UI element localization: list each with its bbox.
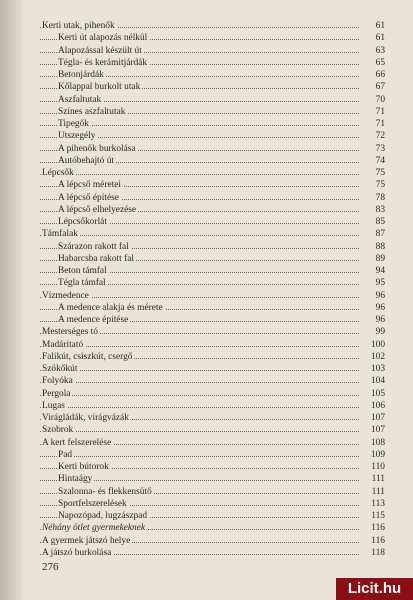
toc-entry-title: Szalonna- és flekkensütő — [58, 486, 152, 497]
toc-entry-title: Szobrok — [42, 425, 74, 436]
toc-entry-title: A pihenők burkolása — [58, 143, 136, 154]
toc-entry-page: 113 — [359, 498, 385, 510]
toc-entry-page: 107 — [359, 412, 385, 424]
toc-entry-page: 85 — [359, 216, 385, 228]
toc-entry-title: Mesterséges tó — [42, 327, 98, 338]
page-number: 276 — [42, 561, 59, 573]
toc-entry — [0, 314, 413, 326]
toc-entry-page: 100 — [359, 339, 385, 351]
toc-entry — [0, 106, 413, 118]
toc-entry-title: Kerti utak, pihenők — [42, 21, 115, 31]
toc-entry-title: Szökőkút — [42, 364, 78, 374]
toc-entry-page: 74 — [359, 155, 385, 167]
toc-entry — [0, 241, 413, 253]
toc-entry-title: Betonjárdák — [58, 70, 104, 80]
toc-entry-title: Folyóka — [42, 376, 73, 387]
toc-entry-title: A medence alakja és mérete — [58, 302, 163, 313]
toc-entry-title: Kőlappal burkolt utak — [58, 82, 141, 93]
toc-entry-title: Beton támfal — [58, 266, 107, 276]
toc-entry-page: 89 — [359, 253, 385, 265]
toc-entry — [0, 216, 413, 228]
watermark-logo: Licit.hu — [336, 578, 413, 600]
toc-entry — [0, 167, 413, 179]
toc-entry-title: Kerti út alapozás nélkül — [58, 33, 148, 44]
toc-dot-leader — [40, 346, 373, 347]
toc-entry — [0, 143, 413, 155]
toc-entry-title: Pergola — [42, 388, 71, 399]
toc-entry-title: Néhány ötlet gyermekeknek — [42, 523, 146, 534]
toc-entry-page: 67 — [359, 81, 385, 93]
toc-entry-page: 116 — [359, 522, 385, 534]
toc-entry-page: 75 — [359, 167, 385, 179]
toc-dot-leader — [40, 407, 373, 408]
toc-entry-page: 73 — [359, 143, 385, 155]
toc-entry-page: 61 — [359, 20, 385, 32]
toc-entry — [0, 351, 413, 363]
toc-entry — [0, 486, 413, 498]
toc-entry — [0, 510, 413, 522]
toc-entry-page: 103 — [359, 363, 385, 375]
toc-entry-title: Lépcsők — [42, 168, 74, 178]
toc-entry — [0, 388, 413, 400]
toc-entry — [0, 461, 413, 473]
toc-entry-page: 70 — [359, 94, 385, 106]
toc-entry-page: 96 — [359, 290, 385, 302]
toc-entry — [0, 81, 413, 93]
toc-entry-title: Aszfaltutak — [58, 94, 102, 105]
toc-entry-title: A játszó burkolása — [42, 547, 112, 558]
toc-entry-title: Támfalak — [42, 229, 78, 240]
toc-entry-page: 78 — [359, 192, 385, 204]
toc-entry-page: 88 — [359, 241, 385, 253]
toc-entry-page: 107 — [359, 424, 385, 436]
toc-entry-page: 110 — [359, 461, 385, 473]
toc-entry-page: 104 — [359, 375, 385, 387]
toc-entry-title: Tégla támfal — [58, 278, 106, 289]
toc-entry-page: 72 — [359, 130, 385, 142]
toc-entry — [0, 192, 413, 204]
toc-entry — [0, 375, 413, 387]
toc-entry-title: Alapozással készült út — [58, 45, 142, 56]
toc-entry-page: 99 — [359, 326, 385, 338]
toc-dot-leader — [40, 456, 373, 457]
toc-entry — [0, 535, 413, 547]
toc-entry — [0, 265, 413, 277]
toc-entry-title: Színes aszfaltutak — [58, 106, 126, 117]
toc-entry — [0, 155, 413, 167]
toc-dot-leader — [40, 382, 373, 383]
toc-entry-page: 102 — [359, 351, 385, 363]
toc-entry-page: 65 — [359, 57, 385, 69]
toc-dot-leader — [40, 370, 373, 371]
toc-entry — [0, 32, 413, 44]
toc-entry-page: 109 — [359, 449, 385, 461]
toc-entry-page: 87 — [359, 228, 385, 240]
toc-entry-title: Falikút, csiszkút, csergő — [42, 351, 133, 362]
toc-entry-page: 75 — [359, 179, 385, 191]
toc-entry-title: A gyermek játszó helye — [42, 535, 131, 546]
toc-entry — [0, 302, 413, 314]
toc-entry-page: 108 — [359, 437, 385, 449]
toc-entry — [0, 400, 413, 412]
toc-entry-title: A lépcső méretei — [58, 180, 121, 191]
toc-entry — [0, 412, 413, 424]
toc-entry-page: 71 — [359, 106, 385, 118]
toc-entry — [0, 228, 413, 240]
toc-entry — [0, 20, 413, 32]
toc-entry — [0, 547, 413, 559]
toc-entry-page: 63 — [359, 45, 385, 57]
toc-entry — [0, 57, 413, 69]
toc-entry-page: 106 — [359, 400, 385, 412]
toc-entry — [0, 326, 413, 338]
toc-entry — [0, 498, 413, 510]
toc-entry-title: A lépcső építése — [58, 192, 119, 203]
toc-entry-title: Tipegők — [58, 119, 89, 129]
toc-entry — [0, 290, 413, 302]
toc-entry — [0, 94, 413, 106]
toc-entry — [0, 179, 413, 191]
toc-entry-page: 96 — [359, 302, 385, 314]
toc-entry-title: Autóbehajtó út — [58, 155, 114, 166]
toc-entry-page: 118 — [359, 547, 385, 559]
toc-entry-title: Virágládák, virágvázák — [42, 413, 129, 423]
toc-entry-title: Lugas — [42, 400, 65, 411]
toc-entry-page: 83 — [359, 204, 385, 216]
toc-entry — [0, 130, 413, 142]
toc-entry-page: 94 — [359, 265, 385, 277]
toc-entry-page: 116 — [359, 535, 385, 547]
toc-entry-title: Lépcsőkorlát — [58, 217, 107, 227]
toc-entry-title: Napozópad, lugzászpad — [58, 511, 148, 521]
toc-entry-title: A medence építése — [58, 315, 129, 325]
toc-entry — [0, 118, 413, 130]
toc-entry-page: 96 — [359, 314, 385, 326]
toc-entry-page: 115 — [359, 510, 385, 522]
toc-entry — [0, 437, 413, 449]
toc-entry — [0, 424, 413, 436]
toc-entry — [0, 277, 413, 289]
toc-entry-title: Sportfelszerelések — [58, 498, 127, 509]
toc-entry — [0, 522, 413, 534]
toc-entry — [0, 449, 413, 461]
toc-entry-title: A lépcső elhelyezése — [58, 204, 137, 215]
toc-dot-leader — [40, 235, 373, 236]
toc-entry-page: 71 — [359, 118, 385, 130]
toc-entry-title: Kerti bútorok — [58, 462, 109, 472]
toc-entry-title: Madáritató — [42, 339, 84, 350]
toc-entry-title: Szárazon rakott fal — [58, 241, 129, 252]
toc-dot-leader — [40, 431, 373, 432]
toc-entry — [0, 339, 413, 351]
toc-entry — [0, 363, 413, 375]
toc-entry-title: Pad — [58, 449, 73, 460]
toc-entry — [0, 473, 413, 485]
toc-dot-leader — [40, 174, 373, 175]
toc-entry — [0, 253, 413, 265]
toc-entry-page: 111 — [359, 486, 385, 498]
toc-entry-title: Utszegély — [58, 131, 96, 142]
toc-entry-page: 105 — [359, 388, 385, 400]
toc-entry-title: Habarcsba rakott fal — [58, 253, 135, 264]
toc-entry-page: 66 — [359, 69, 385, 81]
toc-entry-page: 111 — [359, 473, 385, 485]
toc-entry-title: Hintaágy — [58, 474, 93, 485]
toc-entry-title: Tégla- és kerámitjárdák — [58, 57, 148, 68]
toc-entry-page: 61 — [359, 32, 385, 44]
toc-entry — [0, 45, 413, 57]
toc-dot-leader — [40, 395, 373, 396]
toc-entry-title: A kert felszerelése — [42, 437, 112, 448]
toc-entry — [0, 204, 413, 216]
toc-entry — [0, 69, 413, 81]
toc-entry-title: Vízmedence — [42, 290, 89, 301]
toc-entry-page: 95 — [359, 277, 385, 289]
